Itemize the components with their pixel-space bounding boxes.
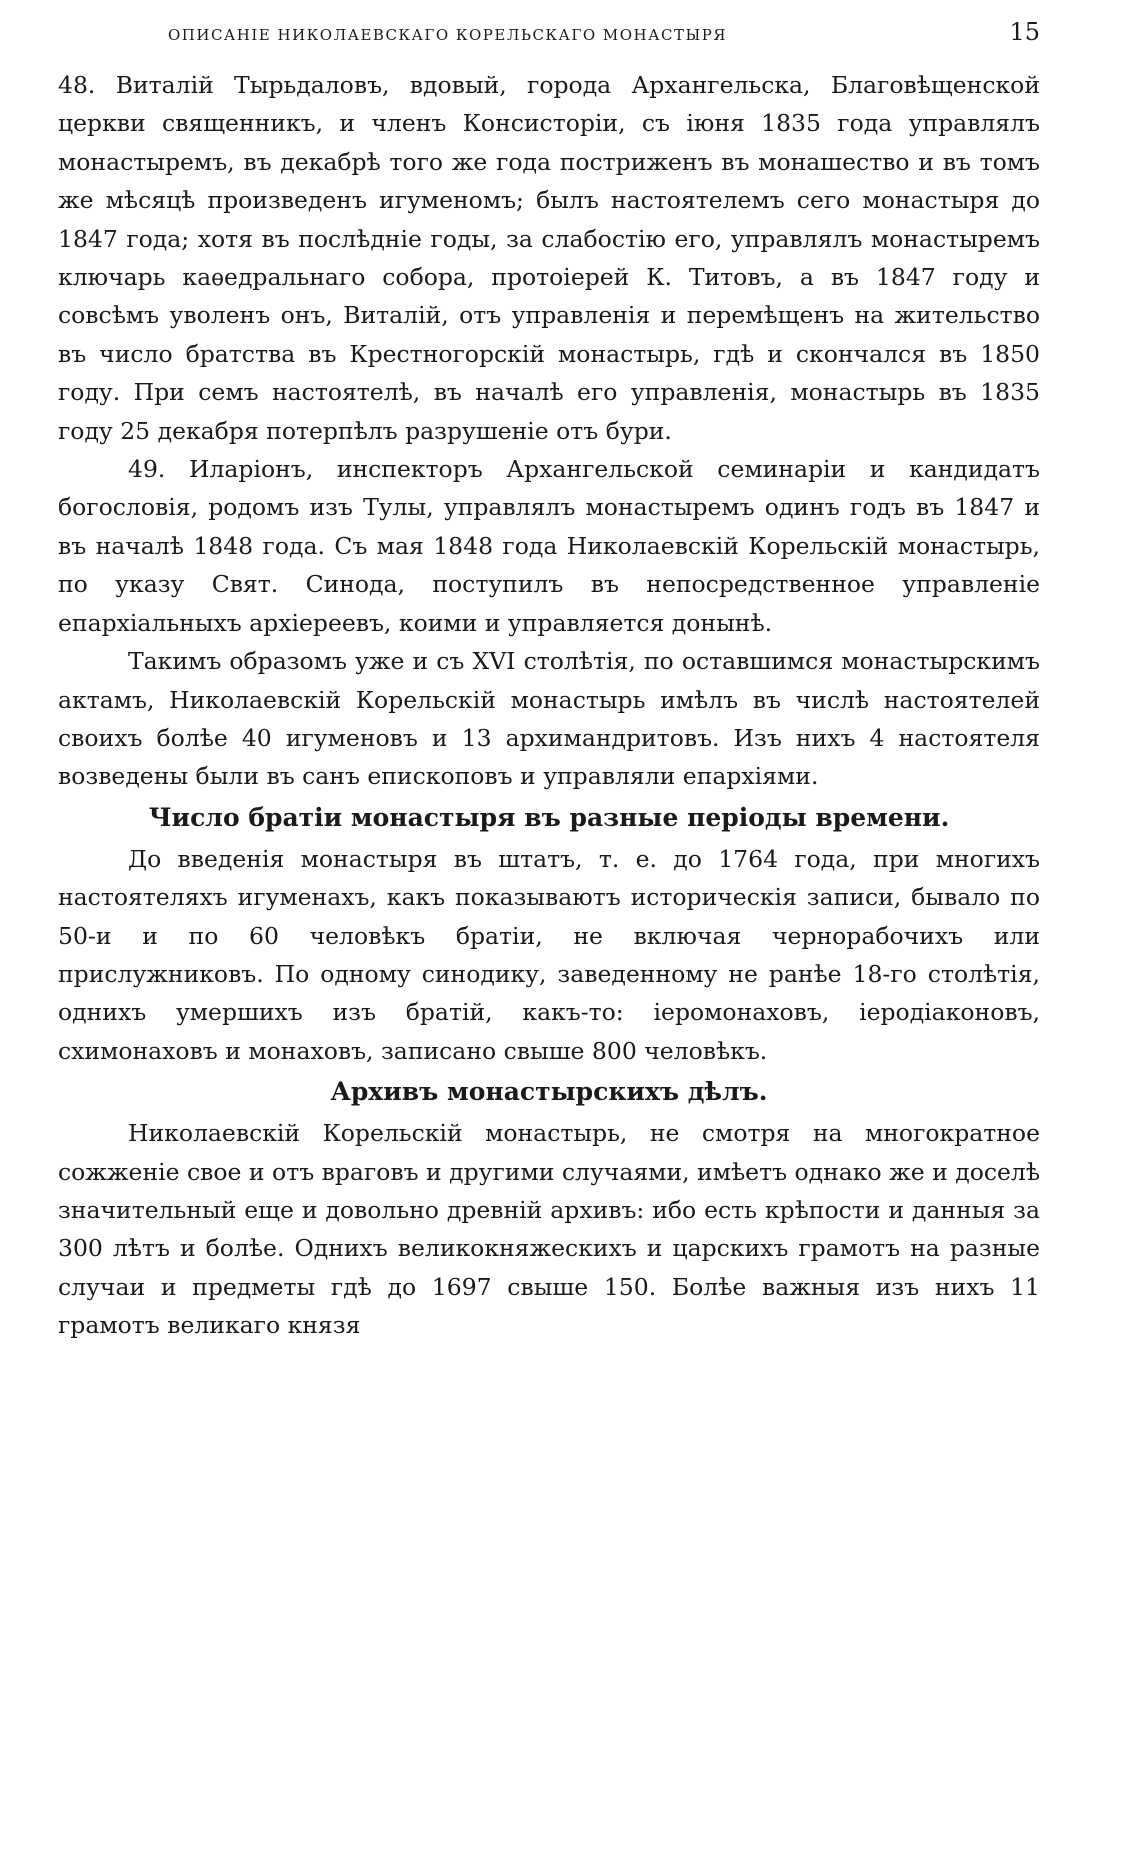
paragraph-summary: Такимъ образомъ уже и съ XVI столѣтія, по оставшимся монастырскимъ актамъ, Николаевскій Корельскій монастырь имѣлъ въ числѣ настоятелей своихъ болѣе 40 игуменовъ и 13 архимандритовъ. Изъ нихъ 4 настоятеля возведены были въ санъ епископовъ и управляли епархіями.	[58, 647, 1040, 791]
paragraph-entry-48: 48. Виталій Тырьдаловъ, вдовый, города Архангельска, Благовѣщенской церкви священникъ, и членъ Консисторіи, съ іюня 1835 года управлялъ монастыремъ, въ декабрѣ того же года постриженъ въ монашество и въ томъ же мѣсяцѣ произведенъ игуменомъ; былъ настоятелемъ сего монастыря до 1847 года; хотя въ послѣдніе годы, за слабостію его, управлялъ монастыремъ ключарь каѳедральнаго собора, протоіерей К. Титовъ, а въ 1847 году и совсѣмъ уволенъ онъ, Виталій, отъ управленія и перемѣщенъ на жительство въ число братства въ Крестногорскій монастырь, гдѣ и скончался въ 1850 году. При семъ настоятелѣ, въ началѣ его управленія, монастырь въ 1835 году 25 декабря потерпѣлъ разрушеніе отъ бури.	[58, 71, 1040, 445]
page-number: 15	[1009, 18, 1040, 46]
page-body	[58, 66, 1040, 1345]
section-heading-archive: Архивъ монастырскихъ дѣлъ.	[330, 1077, 768, 1107]
running-title: ОПИСАНІЕ НИКОЛАЕВСКАГО КОРЕЛЬСКАГО МОНАСТЫРЯ	[168, 26, 727, 44]
section-heading-brethren: Число братіи монастыря въ разные періоды времени.	[148, 802, 950, 832]
paragraph-entry-49: 49. Иларіонъ, инспекторъ Архангельской семинаріи и кандидатъ богословія, родомъ изъ Тулы, управлялъ монастыремъ одинъ годъ въ 1847 и въ началѣ 1848 года. Съ мая 1848 года Николаевскій Корельскій монастырь, по указу Свят. Синода, поступилъ въ непосредственное управленіе епархіальныхъ архіереевъ, коими и управляется донынѣ.	[58, 455, 1040, 637]
paragraph-brethren: До введенія монастыря въ штатъ, т. е. до 1764 года, при многихъ настоятеляхъ игуменахъ, какъ показываютъ историческія записи, бывало по 50-и и по 60 человѣкъ братіи, не включая чернорабочихъ или прислужниковъ. По одному синодику, заведенному не ранѣе 18-го столѣтія, однихъ умершихъ изъ братій, какъ-то: іеромонаховъ, іеродіаконовъ, схимонаховъ и монаховъ, записано свыше 800 человѣкъ.	[58, 844, 1040, 1065]
running-head	[58, 18, 1040, 66]
paragraph-archive: Николаевскій Корельскій монастырь, не смотря на многократное сожженіе свое и отъ враговъ и другими случаями, имѣетъ однако же и доселѣ значительный еще и довольно древній архивъ: ибо есть крѣпости и данныя за 300 лѣтъ и болѣе. Однихъ великокняжескихъ и царскихъ грамотъ на разные случаи и предметы гдѣ до 1697 свыше 150. Болѣе важныя изъ нихъ 11 грамотъ великаго князя	[58, 1119, 1041, 1340]
